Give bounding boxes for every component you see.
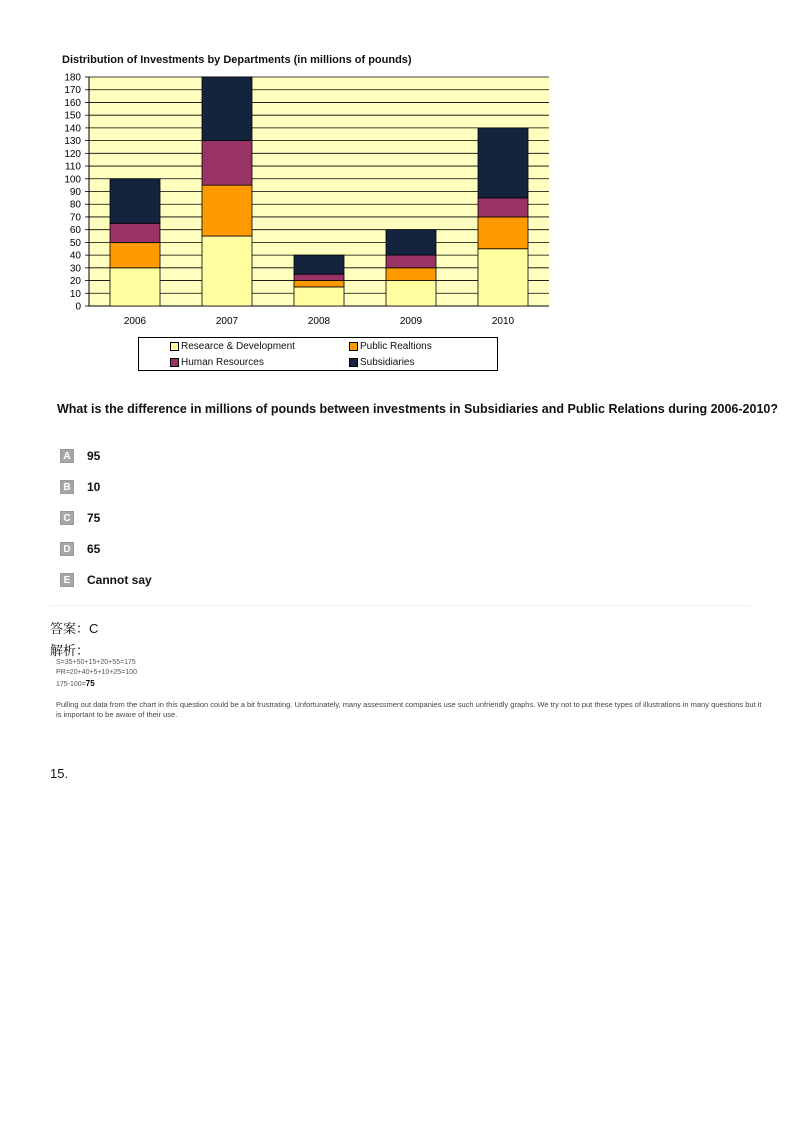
legend-swatch-subsidiaries bbox=[349, 358, 358, 367]
explanation-text: Pulling out data from the chart in this question could be a bit frustrating. Unfortunately, many assessment companies use such unfriendly graphs. We try not to put these types of illustrations in many questions but it is important to be aware of their use. bbox=[56, 700, 762, 719]
legend-item-research bbox=[170, 341, 295, 352]
legend-label-subsidiaries: Subsidiaries bbox=[360, 357, 415, 368]
bar-segment-2009-s1 bbox=[386, 268, 436, 281]
option-e[interactable] bbox=[60, 573, 152, 587]
y-tick-label: 20 bbox=[69, 276, 81, 288]
option-c[interactable] bbox=[60, 511, 100, 525]
x-tick-label: 2007 bbox=[215, 316, 239, 327]
chart-legend bbox=[138, 337, 498, 371]
bar-segment-2008-s3 bbox=[294, 255, 344, 274]
y-tick-label: 10 bbox=[69, 288, 81, 300]
option-letter-badge: C bbox=[60, 511, 74, 525]
answer-text: 答案：C bbox=[50, 621, 99, 636]
bar-segment-2006-s2 bbox=[110, 223, 160, 242]
bar-segment-2010-s3 bbox=[478, 128, 528, 198]
y-tick-label: 40 bbox=[69, 250, 81, 262]
bar-segment-2006-s3 bbox=[110, 179, 160, 224]
legend-swatch-human-resources bbox=[170, 358, 179, 367]
y-tick-label: 50 bbox=[69, 237, 81, 249]
x-tick-label: 2008 bbox=[307, 316, 331, 327]
y-tick-label: 30 bbox=[69, 263, 81, 275]
bar-segment-2008-s0 bbox=[294, 287, 344, 306]
legend-swatch-research bbox=[170, 342, 179, 351]
bar-segment-2009-s2 bbox=[386, 255, 436, 268]
calc-line-subsidiaries: S=35+50+15+20+55=175 bbox=[56, 659, 136, 666]
bar-segment-2010-s1 bbox=[478, 217, 528, 249]
bar-segment-2008-s2 bbox=[294, 274, 344, 280]
option-a[interactable] bbox=[60, 449, 100, 463]
option-text: 95 bbox=[87, 449, 101, 463]
x-tick-label: 2010 bbox=[491, 316, 515, 327]
y-tick-label: 150 bbox=[64, 110, 81, 122]
option-letter-badge: B bbox=[60, 480, 74, 494]
option-text: Cannot say bbox=[87, 573, 152, 587]
next-question-number: 15. bbox=[50, 766, 69, 781]
bar-segment-2007-s0 bbox=[202, 236, 252, 306]
option-letter-badge: E bbox=[60, 573, 74, 587]
y-tick-label: 110 bbox=[65, 161, 81, 173]
calc-line-public-relations: PR=20+40+5+10+25=100 bbox=[56, 669, 137, 676]
legend-swatch-public-relations bbox=[349, 342, 358, 351]
option-text: 65 bbox=[87, 542, 101, 556]
calc-line-difference-expr: 175-100= bbox=[56, 681, 86, 688]
divider bbox=[50, 605, 750, 606]
y-tick-label: 60 bbox=[69, 225, 81, 237]
bar-segment-2008-s1 bbox=[294, 281, 344, 287]
option-text: 10 bbox=[87, 480, 101, 494]
bar-segment-2006-s0 bbox=[110, 268, 160, 306]
y-tick-label: 100 bbox=[64, 174, 81, 186]
legend-item-subsidiaries bbox=[349, 357, 414, 368]
option-d[interactable] bbox=[60, 542, 100, 556]
analysis-label: 解析： bbox=[50, 643, 90, 658]
option-letter-badge: A bbox=[60, 449, 74, 463]
y-tick-label: 180 bbox=[64, 72, 81, 84]
calc-result: 75 bbox=[85, 679, 95, 688]
legend-item-human-resources bbox=[170, 357, 264, 368]
x-tick-label: 2009 bbox=[399, 316, 423, 327]
bar-segment-2007-s2 bbox=[202, 141, 252, 186]
legend-label-research: Researce & Development bbox=[181, 341, 295, 352]
bar-segment-2010-s2 bbox=[478, 198, 528, 217]
legend-label-public-relations: Public Realtions bbox=[360, 341, 432, 352]
y-tick-label: 130 bbox=[64, 136, 81, 148]
bar-segment-2009-s0 bbox=[386, 281, 436, 306]
option-text: 75 bbox=[87, 511, 101, 525]
chart-title: Distribution of Investments by Departments (in millions of pounds) bbox=[62, 54, 412, 66]
legend-label-human-resources: Human Resources bbox=[181, 357, 264, 368]
bar-segment-2006-s1 bbox=[110, 242, 160, 267]
question-text: What is the difference in millions of pounds between investments in Subsidiaries and Public Relations during 2006-2010? bbox=[57, 402, 778, 416]
bar-segment-2009-s3 bbox=[386, 230, 436, 255]
y-tick-label: 70 bbox=[69, 212, 81, 224]
y-tick-label: 170 bbox=[64, 85, 81, 97]
bar-segment-2007-s1 bbox=[202, 185, 252, 236]
legend-item-public-relations bbox=[349, 341, 432, 352]
calc-line-difference bbox=[56, 679, 95, 688]
y-tick-label: 140 bbox=[64, 123, 81, 135]
stacked-bar-chart bbox=[0, 0, 800, 380]
bar-segment-2010-s0 bbox=[478, 249, 528, 306]
option-letter-badge: D bbox=[60, 542, 74, 556]
y-tick-label: 160 bbox=[64, 97, 81, 109]
y-tick-label: 120 bbox=[64, 148, 81, 160]
y-tick-label: 80 bbox=[69, 199, 81, 211]
x-tick-label: 2006 bbox=[123, 316, 147, 327]
y-tick-label: 0 bbox=[75, 301, 81, 313]
bar-segment-2007-s3 bbox=[202, 77, 252, 141]
y-tick-label: 90 bbox=[69, 187, 81, 198]
option-b[interactable] bbox=[60, 480, 100, 494]
